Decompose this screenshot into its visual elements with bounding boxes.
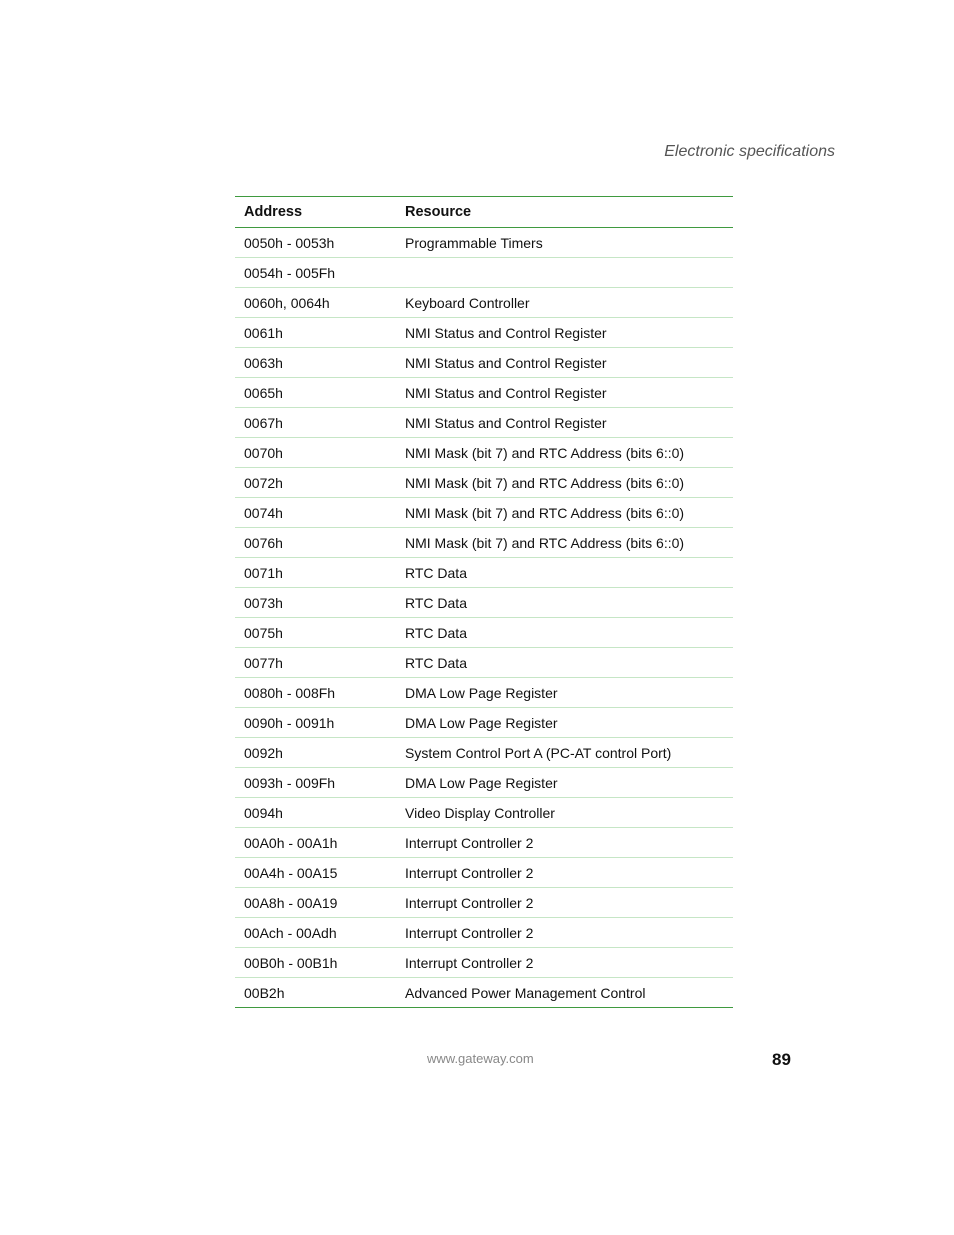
address-cell: 00A0h - 00A1h xyxy=(235,828,396,858)
resource-cell: Interrupt Controller 2 xyxy=(396,828,733,858)
resource-cell xyxy=(396,258,733,288)
address-cell: 0050h - 0053h xyxy=(235,228,396,258)
address-cell: 00B0h - 00B1h xyxy=(235,948,396,978)
address-cell: 0090h - 0091h xyxy=(235,708,396,738)
resource-cell: DMA Low Page Register xyxy=(396,708,733,738)
table-row xyxy=(235,918,733,948)
resource-cell: RTC Data xyxy=(396,618,733,648)
footer-url: www.gateway.com xyxy=(427,1051,534,1066)
table-body xyxy=(235,228,733,1008)
resource-cell: Keyboard Controller xyxy=(396,288,733,318)
table-row xyxy=(235,738,733,768)
resource-cell: Advanced Power Management Control xyxy=(396,978,733,1008)
resource-cell: RTC Data xyxy=(396,588,733,618)
table-row xyxy=(235,858,733,888)
column-header-resource: Resource xyxy=(405,204,472,220)
table-row xyxy=(235,498,733,528)
page-number: 89 xyxy=(772,1050,791,1069)
resource-cell: Interrupt Controller 2 xyxy=(396,918,733,948)
table-row xyxy=(235,468,733,498)
table-row xyxy=(235,348,733,378)
address-cell: 0072h xyxy=(235,468,396,498)
address-cell: 0054h - 005Fh xyxy=(235,258,396,288)
resource-cell: DMA Low Page Register xyxy=(396,678,733,708)
resource-cell: DMA Low Page Register xyxy=(396,768,733,798)
resource-cell: NMI Status and Control Register xyxy=(396,348,733,378)
table-row xyxy=(235,228,733,258)
address-resource-table xyxy=(235,196,733,1008)
table-row xyxy=(235,378,733,408)
address-cell: 0074h xyxy=(235,498,396,528)
resource-cell: NMI Mask (bit 7) and RTC Address (bits 6::0) xyxy=(396,438,733,468)
running-header: Electronic specifications xyxy=(664,143,835,160)
resource-cell: NMI Status and Control Register xyxy=(396,318,733,348)
resource-cell: Interrupt Controller 2 xyxy=(396,858,733,888)
table-row xyxy=(235,978,733,1008)
address-cell: 0077h xyxy=(235,648,396,678)
table-row xyxy=(235,768,733,798)
address-cell: 00A4h - 00A15 xyxy=(235,858,396,888)
resource-cell: NMI Status and Control Register xyxy=(396,408,733,438)
table-row xyxy=(235,948,733,978)
address-cell: 0060h, 0064h xyxy=(235,288,396,318)
address-cell: 0093h - 009Fh xyxy=(235,768,396,798)
table-row xyxy=(235,588,733,618)
address-cell: 0080h - 008Fh xyxy=(235,678,396,708)
table-row xyxy=(235,888,733,918)
address-resource-table-container xyxy=(235,196,733,1008)
resource-cell: NMI Mask (bit 7) and RTC Address (bits 6::0) xyxy=(396,498,733,528)
table-row xyxy=(235,258,733,288)
resource-cell: RTC Data xyxy=(396,648,733,678)
address-cell: 0067h xyxy=(235,408,396,438)
address-cell: 0075h xyxy=(235,618,396,648)
address-cell: 0070h xyxy=(235,438,396,468)
address-cell: 0071h xyxy=(235,558,396,588)
resource-cell: RTC Data xyxy=(396,558,733,588)
address-cell: 0073h xyxy=(235,588,396,618)
resource-cell: Video Display Controller xyxy=(396,798,733,828)
table-row xyxy=(235,648,733,678)
address-cell: 0063h xyxy=(235,348,396,378)
table-row xyxy=(235,558,733,588)
table-row xyxy=(235,708,733,738)
table-row xyxy=(235,438,733,468)
address-cell: 00A8h - 00A19 xyxy=(235,888,396,918)
address-cell: 00B2h xyxy=(235,978,396,1008)
resource-cell: Interrupt Controller 2 xyxy=(396,888,733,918)
table-row xyxy=(235,408,733,438)
resource-cell: Interrupt Controller 2 xyxy=(396,948,733,978)
column-header-address: Address xyxy=(244,204,303,220)
resource-cell: NMI Mask (bit 7) and RTC Address (bits 6::0) xyxy=(396,528,733,558)
address-cell: 0092h xyxy=(235,738,396,768)
table-row xyxy=(235,828,733,858)
table-row xyxy=(235,288,733,318)
address-cell: 0076h xyxy=(235,528,396,558)
address-cell: 0094h xyxy=(235,798,396,828)
resource-cell: Programmable Timers xyxy=(396,228,733,258)
address-cell: 0061h xyxy=(235,318,396,348)
table-row xyxy=(235,528,733,558)
table-row xyxy=(235,798,733,828)
table-row xyxy=(235,678,733,708)
address-cell: 00Ach - 00Adh xyxy=(235,918,396,948)
address-cell: 0065h xyxy=(235,378,396,408)
resource-cell: System Control Port A (PC-AT control Port) xyxy=(396,738,733,768)
table-row xyxy=(235,618,733,648)
resource-cell: NMI Mask (bit 7) and RTC Address (bits 6::0) xyxy=(396,468,733,498)
table-header-row xyxy=(235,197,733,228)
resource-cell: NMI Status and Control Register xyxy=(396,378,733,408)
table-row xyxy=(235,318,733,348)
